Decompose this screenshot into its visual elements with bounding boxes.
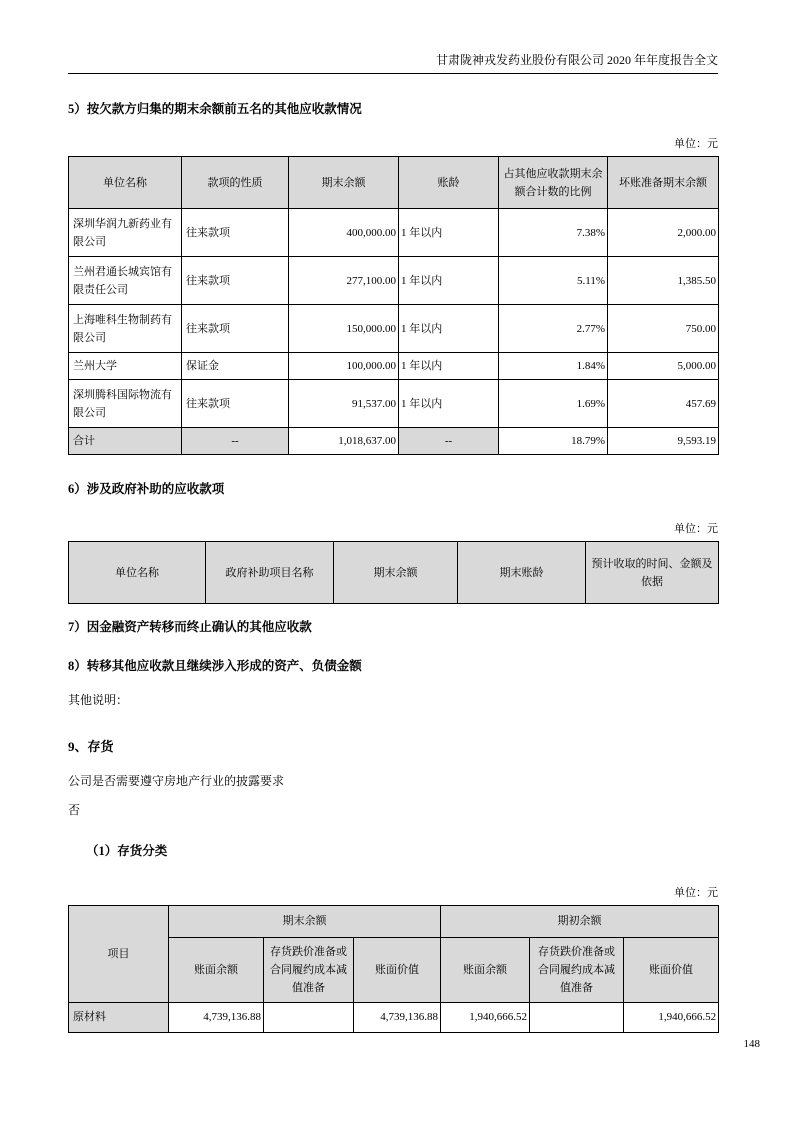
table-cell: 深圳腾科国际物流有限公司 [69, 380, 182, 428]
table-cell: 1.84% [499, 353, 608, 380]
table-cell: 1 年以内 [399, 380, 499, 428]
column-header: 单位名称 [69, 157, 182, 209]
table-cell: 合计 [69, 428, 182, 455]
column-header: 预计收取的时间、金额及依据 [586, 542, 719, 604]
table-cell: 兰州君通长城宾馆有限责任公司 [69, 257, 182, 305]
table-cell: 150,000.00 [289, 305, 399, 353]
table-cell: 1.69% [499, 380, 608, 428]
table-cell: 保证金 [182, 353, 289, 380]
table-cell: 7.38% [499, 209, 608, 257]
table-cell: 2,000.00 [608, 209, 719, 257]
doc-header [68, 0, 718, 74]
table-cell: 18.79% [499, 428, 608, 455]
top5-other-receivables-table [68, 156, 719, 455]
group-header: 期初余额 [441, 905, 719, 937]
table-row [69, 209, 719, 257]
table-cell: -- [182, 428, 289, 455]
table-row [69, 257, 719, 305]
table-cell: 750.00 [608, 305, 719, 353]
government-subsidy-receivables-table [68, 541, 719, 604]
column-header: 单位名称 [69, 542, 206, 604]
section-6-heading: 6）涉及政府补助的应收款项 [68, 482, 225, 497]
inventory-unit-label: 单位：元 [674, 886, 718, 899]
section-5-unit-label: 单位：元 [674, 138, 718, 151]
column-header: 政府补助项目名称 [206, 542, 334, 604]
column-header: 期末余额 [289, 157, 399, 209]
corner-header: 项目 [69, 905, 169, 1002]
table-cell: -- [399, 428, 499, 455]
inventory-classification-heading: （1）存货分类 [86, 844, 168, 859]
table-cell: 100,000.00 [289, 353, 399, 380]
table-row [69, 1002, 719, 1032]
doc-header-title: 甘肃陇神戎发药业股份有限公司 2020 年年度报告全文 [435, 53, 718, 67]
table-cell: 原材料 [69, 1002, 169, 1032]
column-header: 账面价值 [624, 937, 719, 1002]
section-9-heading: 9、存货 [68, 738, 114, 754]
table-cell: 4,739,136.88 [354, 1002, 441, 1032]
table-cell: 兰州大学 [69, 353, 182, 380]
table-row [69, 380, 719, 428]
section-5-heading: 5）按欠款方归集的期末余额前五名的其他应收款情况 [68, 101, 362, 116]
table-cell: 91,537.00 [289, 380, 399, 428]
disclosure-answer: 否 [68, 802, 81, 817]
table-cell: 457.69 [608, 380, 719, 428]
table-group-header-row [69, 905, 719, 937]
table-cell: 1 年以内 [399, 257, 499, 305]
section-8-heading: 8）转移其他应收款且继续涉入形成的资产、负债金额 [68, 658, 362, 673]
group-header: 期末余额 [169, 905, 441, 937]
table-row [69, 305, 719, 353]
column-header: 占其他应收款期末余额合计数的比例 [499, 157, 608, 209]
table-cell [264, 1002, 354, 1032]
table-cell: 400,000.00 [289, 209, 399, 257]
table-cell: 277,100.00 [289, 257, 399, 305]
column-header: 期末账龄 [458, 542, 586, 604]
page-number: 148 [743, 1038, 760, 1050]
column-header: 账面余额 [169, 937, 264, 1002]
table-cell: 1 年以内 [399, 353, 499, 380]
column-header: 账龄 [399, 157, 499, 209]
table-row [69, 353, 719, 380]
table-cell: 1,385.50 [608, 257, 719, 305]
disclosure-question: 公司是否需要遵守房地产行业的披露要求 [68, 773, 285, 788]
table-cell [530, 1002, 624, 1032]
table-cell: 1 年以内 [399, 209, 499, 257]
table-cell: 9,593.19 [608, 428, 719, 455]
table-cell: 上海唯科生物制药有限公司 [69, 305, 182, 353]
column-header: 存货跌价准备或合同履约成本减值准备 [264, 937, 354, 1002]
section-7-heading: 7）因金融资产转移而终止确认的其他应收款 [68, 620, 312, 635]
section-6-unit-label: 单位：元 [674, 522, 718, 535]
table-cell: 1,940,666.52 [624, 1002, 719, 1032]
column-header: 坏账准备期末余额 [608, 157, 719, 209]
table-cell: 往来款项 [182, 380, 289, 428]
table-cell: 往来款项 [182, 305, 289, 353]
table-cell: 往来款项 [182, 257, 289, 305]
table-cell: 5.11% [499, 257, 608, 305]
inventory-classification-table [68, 905, 719, 1033]
column-header: 期末余额 [334, 542, 458, 604]
table-cell: 5,000.00 [608, 353, 719, 380]
table-cell: 1,018,637.00 [289, 428, 399, 455]
column-header: 款项的性质 [182, 157, 289, 209]
table-header-row [69, 542, 719, 604]
column-header: 存货跌价准备或合同履约成本减值准备 [530, 937, 624, 1002]
column-header: 账面价值 [354, 937, 441, 1002]
table-cell: 4,739,136.88 [169, 1002, 264, 1032]
column-header: 账面余额 [441, 937, 530, 1002]
table-header-row [69, 157, 719, 209]
table-cell: 2.77% [499, 305, 608, 353]
table-cell: 1 年以内 [399, 305, 499, 353]
table-cell: 深圳华润九新药业有限公司 [69, 209, 182, 257]
table-cell: 1,940,666.52 [441, 1002, 530, 1032]
total-row [69, 428, 719, 455]
other-notes-label: 其他说明： [68, 693, 129, 708]
table-cell: 往来款项 [182, 209, 289, 257]
